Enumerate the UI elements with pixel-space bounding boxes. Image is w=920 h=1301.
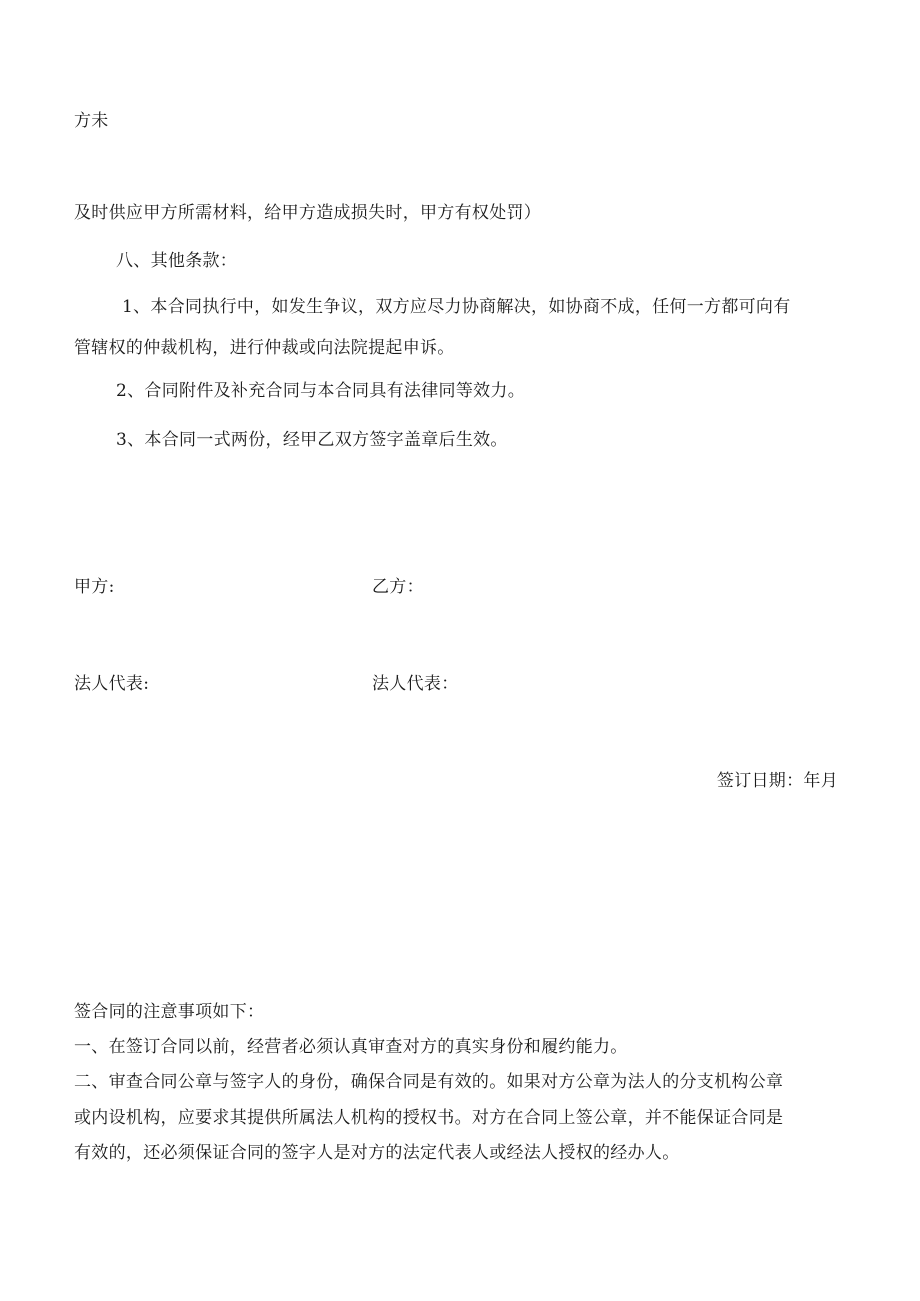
party-a-label: 甲方: bbox=[74, 577, 115, 597]
fragment-top: 方未 bbox=[74, 111, 109, 131]
rep-b-label: 法人代表： bbox=[372, 674, 459, 694]
rep-a-label: 法人代表: bbox=[74, 674, 150, 694]
notes-item-2-line-2: 或内设机构，应要求其提供所属法人机构的授权书。对方在合同上签公章，并不能保证合同是 bbox=[74, 1108, 784, 1128]
sign-date: 签订日期：年月 bbox=[716, 771, 838, 791]
notes-item-2-line-1: 二、审查合同公章与签字人的身份，确保合同是有效的。如果对方公章为法人的分支机构公章 bbox=[74, 1072, 784, 1092]
notes-title: 签合同的注意事项如下： bbox=[74, 1002, 265, 1022]
notes-item-1: 一、在签订合同以前，经营者必须认真审查对方的真实身份和履约能力。 bbox=[74, 1037, 628, 1057]
clause-3: 3、本合同一式两份，经甲乙双方签字盖章后生效。 bbox=[116, 430, 508, 450]
notes-item-2-line-3: 有效的，还必须保证合同的签字人是对方的法定代表人或经法人授权的经办人。 bbox=[74, 1143, 680, 1163]
clause-1-line-1: 1、本合同执行中，如发生争议，双方应尽力协商解决，如协商不成，任何一方都可向有 bbox=[122, 297, 791, 317]
clause-2: 2、合同附件及补充合同与本合同具有法律同等效力。 bbox=[116, 381, 526, 401]
party-b-label: 乙方： bbox=[372, 577, 424, 597]
clause-1-line-2: 管辖权的仲裁机构，进行仲裁或向法院提起申诉。 bbox=[74, 338, 455, 358]
fragment-continuation: 及时供应甲方所需材料，给甲方造成损失时，甲方有权处罚） bbox=[74, 203, 542, 223]
section-8-heading: 八、其他条款： bbox=[116, 251, 238, 271]
